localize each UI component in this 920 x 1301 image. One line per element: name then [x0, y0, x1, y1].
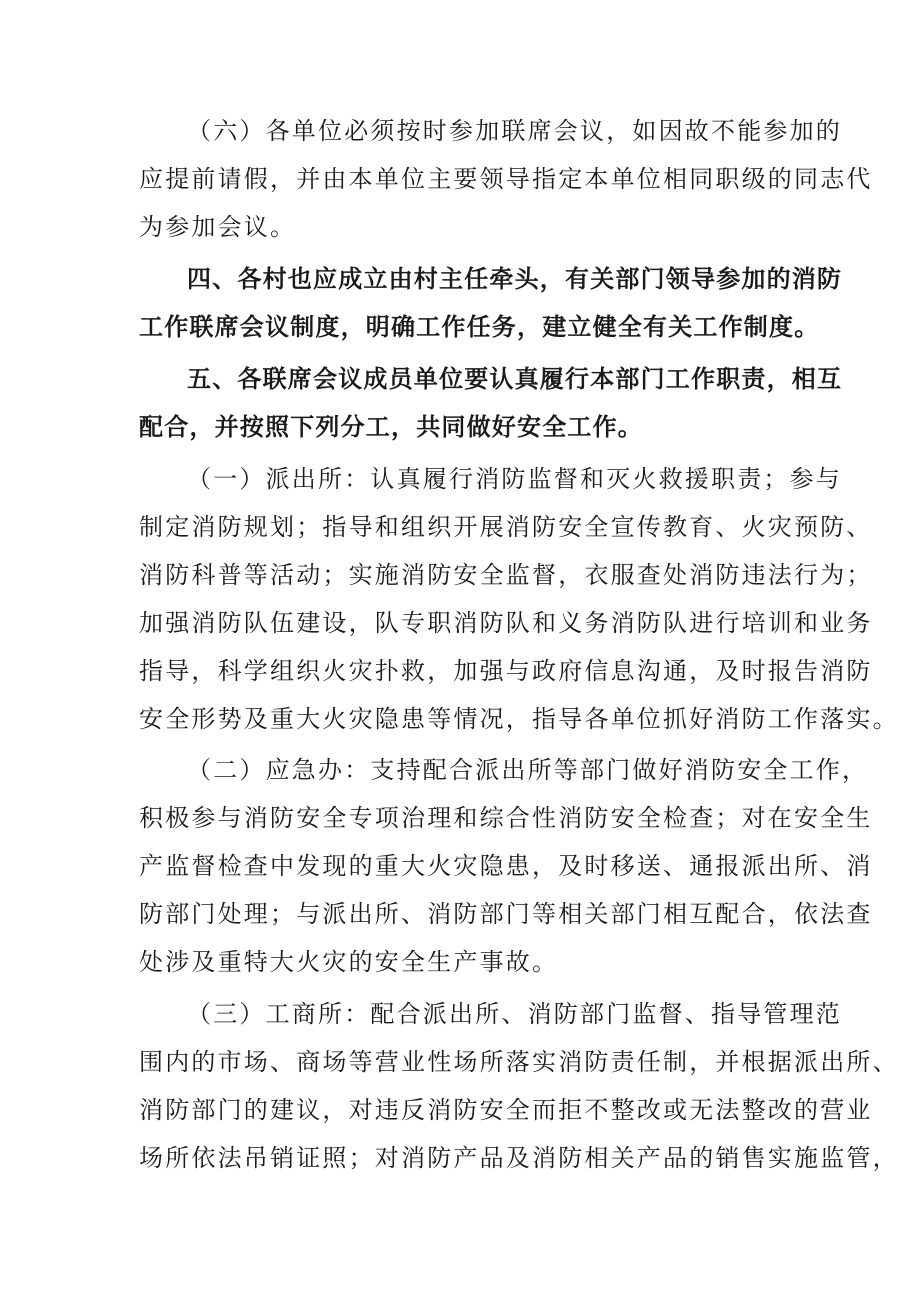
section-5-line-1: 五、各联席会议成员单位要认真履行本部门工作职责，相互: [187, 365, 843, 393]
duty-3-line-4: 场所依法吊销证照；对消防产品及消防相关产品的销售实施监管，: [139, 1144, 899, 1172]
duty-1-line-5: 指导，科学组织火灾扑救，加强与政府信息沟通，及时报告消防: [139, 657, 873, 685]
duty-2-line-4: 防部门处理；与派出所、消防部门等相关部门相互配合，依法查: [139, 900, 873, 928]
paragraph-6-line-1: （六）各单位必须按时参加联席会议，如因故不能参加的: [187, 117, 842, 145]
duty-3-line-3: 消防部门的建议，对违反消防安全而拒不整改或无法整改的营业: [139, 1096, 873, 1124]
duty-1-line-4: 加强消防队伍建设，队专职消防队和义务消防队进行培训和业务: [139, 609, 873, 637]
duty-1-line-2: 制定消防规划；指导和组织开展消防安全宣传教育、火灾预防、: [139, 513, 873, 541]
duty-1-line-3: 消防科普等活动；实施消防安全监督，衣服查处消防违法行为；: [139, 561, 873, 589]
duty-2-line-2: 积极参与消防安全专项治理和综合性消防安全检查；对在安全生: [139, 804, 873, 832]
paragraph-6-line-3: 为参加会议。: [139, 213, 297, 241]
paragraph-6-line-2: 应提前请假，并由本单位主要领导指定本单位相同职级的同志代: [139, 165, 873, 193]
duty-2-line-3: 产监督检查中发现的重大火灾隐患，及时移送、通报派出所、消: [139, 852, 873, 880]
section-4-line-1: 四、各村也应成立由村主任牵头，有关部门领导参加的消防: [187, 265, 843, 293]
section-5-line-2: 配合，并按照下列分工，共同做好安全工作。: [139, 413, 643, 441]
duty-2-line-5: 处涉及重特大火灾的安全生产事故。: [139, 948, 559, 976]
duty-3-line-2: 围内的市场、商场等营业性场所落实消防责任制，并根据派出所、: [139, 1048, 899, 1076]
duty-1-line-6: 安全形势及重大火灾隐患等情况，指导各单位抓好消防工作落实。: [139, 705, 899, 733]
duty-3-line-1: （三）工商所：配合派出所、消防部门监督、指导管理范: [187, 1000, 842, 1028]
duty-2-line-1: （二）应急办：支持配合派出所等部门做好消防安全工作，: [187, 756, 869, 784]
section-4-line-2: 工作联席会议制度，明确工作任务，建立健全有关工作制度。: [139, 313, 820, 341]
duty-1-line-1: （一）派出所：认真履行消防监督和灭火救援职责；参与: [187, 465, 842, 493]
